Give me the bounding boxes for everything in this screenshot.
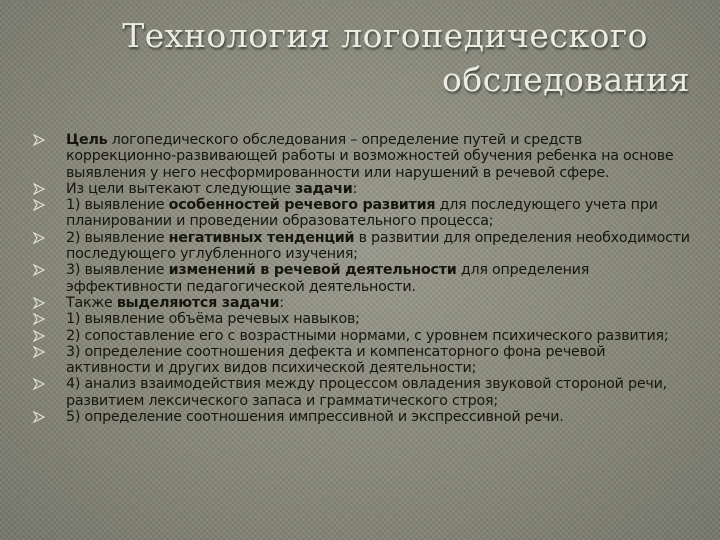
list-item-text [66, 230, 690, 262]
bullet-icon [32, 409, 46, 425]
list-item-text [66, 262, 589, 294]
list-item [30, 197, 690, 230]
text-run: логопедического обследования – определение путей и средств коррекционно-развивающей работы и возможностей обучения ребенка на основе выявления у него несформированности или нарушений в речевой сфере. [66, 132, 674, 181]
bullet-list [30, 132, 690, 425]
list-item-text [66, 409, 564, 425]
text-run: Из цели вытекают следующие [66, 180, 296, 197]
bullet-icon [32, 295, 46, 311]
text-run: 3) определение соотношения дефекта и компенсаторного фона речевой активности и других видов психической деятельности; [66, 343, 606, 377]
bullet-icon [32, 376, 46, 392]
text-run: 5) определение соотношения импрессивной и экспрессивной речи. [66, 409, 564, 426]
text-run: для последующего учета при планировании и проведении образовательного процесса; [66, 197, 658, 230]
text-run: 1) выявление [66, 197, 169, 214]
list-item [30, 181, 690, 197]
text-run: 2) выявление [66, 229, 169, 246]
list-item [30, 230, 690, 263]
list-item [30, 132, 690, 181]
bold-text: особенностей речевого развития [168, 197, 436, 214]
bullet-icon [32, 181, 46, 197]
list-item-text [66, 344, 605, 376]
text-run: : [352, 180, 358, 197]
text-run: 4) анализ взаимодействия между процессом овладения звуковой стороной речи, развитием лексического запаса и грамматического строя; [66, 376, 667, 409]
list-item [30, 262, 690, 295]
bullet-icon [32, 328, 46, 344]
bullet-icon [32, 197, 46, 213]
list-item-text [66, 132, 673, 181]
text-run: в развитии для определения необходимости последующего углубленного изучения; [66, 229, 690, 263]
list-item-text [66, 197, 658, 229]
list-item-text [66, 311, 360, 327]
bullet-icon [32, 132, 46, 148]
list-item [30, 344, 690, 377]
bold-text: выделяются задачи [116, 294, 280, 311]
text-run: 1) выявление объёма речевых навыков; [66, 311, 360, 328]
bullet-icon [32, 344, 46, 360]
slide-title [0, 14, 690, 102]
bullet-icon [32, 230, 46, 246]
list-item [30, 328, 690, 344]
bullet-icon [32, 262, 46, 278]
list-item-text [66, 181, 357, 197]
bold-text: задачи [295, 180, 353, 197]
bullet-icon [32, 311, 46, 327]
list-item-text [66, 328, 668, 344]
text-run: Также [66, 294, 117, 311]
text-run: для определения эффективности педагогической деятельности. [66, 262, 590, 295]
list-item [30, 409, 690, 425]
text-run: 2) сопоставление его с возрастными нормами, с уровнем психического развития; [66, 327, 669, 344]
list-item [30, 295, 690, 311]
bold-text: изменений в речевой деятельности [168, 262, 457, 279]
list-item [30, 311, 690, 327]
list-item [30, 376, 690, 409]
text-run: : [279, 294, 284, 311]
list-item-text [66, 295, 284, 311]
list-item-text [66, 376, 667, 408]
bold-text: Цель [66, 132, 108, 148]
bold-text: негативных тенденций [168, 229, 355, 246]
slide-title-line1: Технология логопедического [122, 16, 648, 55]
slide-title-line2: обследования [442, 60, 690, 99]
text-run: 3) выявление [66, 262, 169, 279]
